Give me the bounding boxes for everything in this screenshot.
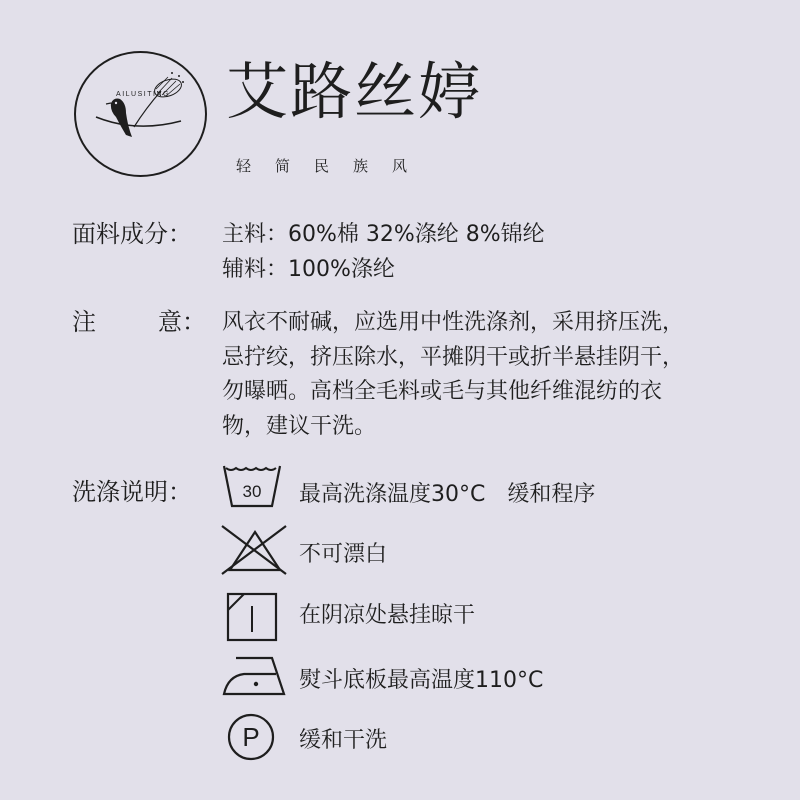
notice-label-left: 注 <box>72 308 96 336</box>
care-text: 不可漂白 <box>299 542 388 567</box>
care-text: 缓和干洗 <box>299 728 388 753</box>
no-bleach-icon <box>220 524 290 580</box>
care-text: 最高洗涤温度30°C 缓和程序 <box>299 482 596 507</box>
notice-line: 风衣不耐碱，应选用中性洗涤剂，采用挤压洗， <box>222 310 685 335</box>
logo-text: AILUSITING <box>116 91 170 98</box>
dry-clean-p-icon <box>226 712 278 766</box>
bird-on-branch-with-flower-icon <box>76 53 209 179</box>
iron-low-icon <box>222 654 288 702</box>
notice-line: 物，建议干洗。 <box>222 413 377 439</box>
care-text: 在阴凉处悬挂晾干 <box>299 603 476 628</box>
care-label: 洗涤说明： <box>72 478 192 506</box>
dry-flat-shade-icon <box>226 592 280 648</box>
fabric-lining: 辅料：100%涤纶 <box>222 257 395 282</box>
brand-name: 艾路丝婷 <box>226 55 483 128</box>
brand-logo <box>74 51 207 177</box>
fabric-main: 主料：60%棉 32%涤纶 8%锦纶 <box>222 222 545 247</box>
notice-label-right: 意： <box>158 308 206 336</box>
notice-line: 勿曝晒。高档全毛料或毛与其他纤维混纺的衣 <box>222 379 663 404</box>
notice-line: 忌拧绞，挤压除水，平摊阴干或折半悬挂阴干， <box>222 344 685 370</box>
brand-slogan: 轻简民族风 <box>236 157 432 175</box>
dry-clean-symbol: P <box>242 722 260 752</box>
fabric-label: 面料成分： <box>72 220 192 248</box>
wash-tub-30-icon <box>220 462 286 516</box>
wash-temp-symbol: 30 <box>242 482 262 501</box>
notice-text <box>222 306 752 444</box>
care-text: 熨斗底板最高温度110°C <box>299 668 544 693</box>
